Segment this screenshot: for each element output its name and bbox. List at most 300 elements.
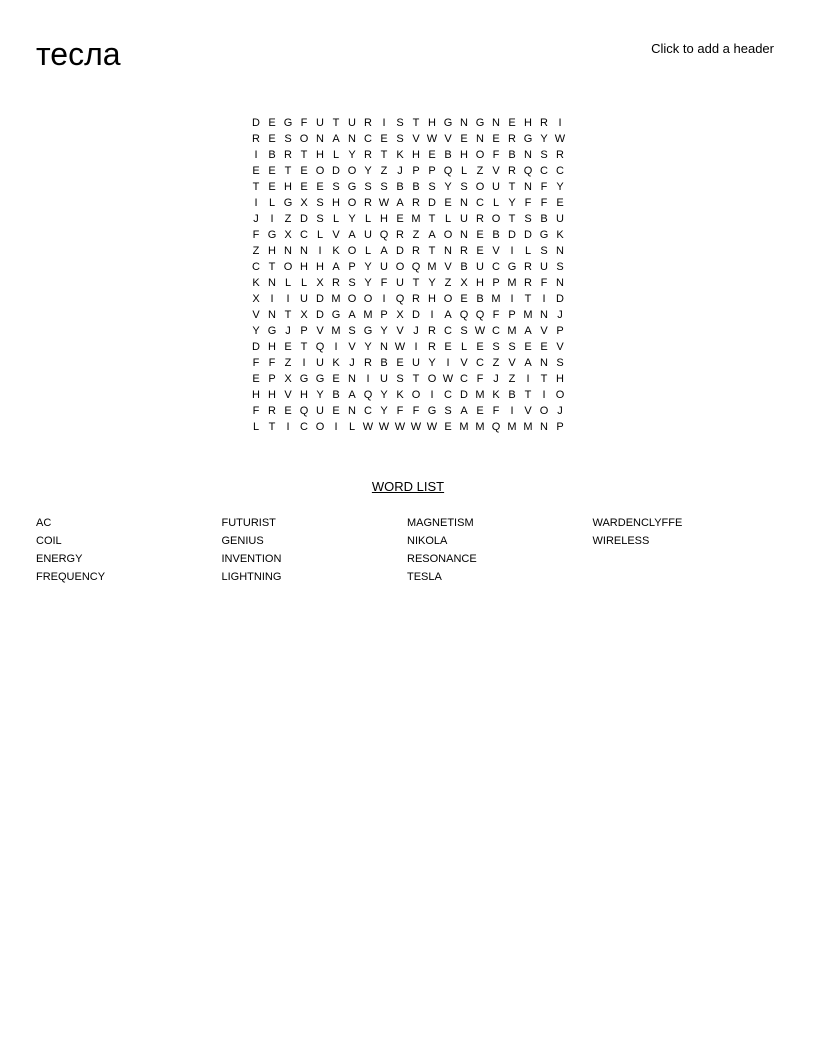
grid-letter: L xyxy=(252,421,260,433)
grid-letter: M xyxy=(363,309,373,321)
grid-letter: Q xyxy=(523,165,533,177)
grid-letter: E xyxy=(476,341,484,353)
grid-letter: N xyxy=(476,133,484,145)
word-list-item: NIKOLA xyxy=(407,535,448,547)
grid-row xyxy=(248,115,568,131)
grid-letter: I xyxy=(318,245,322,257)
grid-letter: C xyxy=(364,133,372,145)
grid-letter: P xyxy=(348,261,356,273)
grid-letter: F xyxy=(252,229,260,241)
grid-letter: E xyxy=(396,357,404,369)
grid-letter: N xyxy=(540,309,548,321)
grid-letter: R xyxy=(364,197,372,209)
grid-letter: V xyxy=(316,325,324,337)
grid-letter: I xyxy=(286,421,290,433)
grid-letter: L xyxy=(460,165,468,177)
grid-letter: E xyxy=(556,197,564,209)
grid-letter: U xyxy=(316,117,324,129)
grid-letter: Y xyxy=(348,213,356,225)
grid-letter: R xyxy=(268,405,276,417)
grid-letter: G xyxy=(539,229,549,241)
grid-letter: U xyxy=(348,117,356,129)
grid-row xyxy=(248,291,568,307)
grid-letter: E xyxy=(492,133,500,145)
grid-letter: Y xyxy=(428,277,436,289)
grid-letter: Y xyxy=(252,325,260,337)
grid-letter: R xyxy=(364,149,372,161)
grid-letter: E xyxy=(300,181,308,193)
grid-letter: H xyxy=(300,261,308,273)
grid-letter: R xyxy=(508,133,516,145)
grid-letter: M xyxy=(411,213,421,225)
grid-letter: H xyxy=(556,373,564,385)
grid-letter: I xyxy=(542,389,546,401)
grid-letter: E xyxy=(476,245,484,257)
grid-letter: B xyxy=(412,181,420,193)
grid-letter: S xyxy=(332,181,340,193)
grid-letter: T xyxy=(524,293,532,305)
grid-letter: M xyxy=(507,421,517,433)
grid-letter: Z xyxy=(380,165,388,177)
grid-letter: O xyxy=(555,389,565,401)
grid-row xyxy=(248,147,568,163)
grid-row xyxy=(248,355,568,371)
grid-letter: I xyxy=(382,117,386,129)
grid-letter: I xyxy=(334,341,338,353)
grid-letter: N xyxy=(284,245,292,257)
grid-letter: F xyxy=(300,117,308,129)
grid-letter: F xyxy=(268,357,276,369)
grid-letter: C xyxy=(300,229,308,241)
grid-letter: E xyxy=(284,341,292,353)
grid-letter: Q xyxy=(363,389,373,401)
grid-letter: X xyxy=(396,309,404,321)
grid-letter: L xyxy=(284,277,292,289)
grid-letter: G xyxy=(299,373,309,385)
grid-letter: L xyxy=(332,213,340,225)
grid-letter: P xyxy=(268,373,276,385)
grid-letter: M xyxy=(475,389,485,401)
grid-letter: R xyxy=(396,229,404,241)
grid-letter: H xyxy=(284,181,292,193)
grid-letter: C xyxy=(444,325,452,337)
grid-letter: F xyxy=(492,405,500,417)
grid-letter: V xyxy=(396,325,404,337)
grid-letter: R xyxy=(508,165,516,177)
grid-letter: L xyxy=(364,213,372,225)
grid-letter: Y xyxy=(556,181,564,193)
grid-letter: H xyxy=(332,197,340,209)
grid-letter: E xyxy=(268,181,276,193)
grid-letter: E xyxy=(460,133,468,145)
grid-letter: P xyxy=(412,165,420,177)
grid-letter: G xyxy=(347,181,357,193)
grid-letter: V xyxy=(412,133,420,145)
grid-letter: Q xyxy=(491,421,501,433)
grid-letter: D xyxy=(524,229,532,241)
grid-letter: J xyxy=(413,325,419,337)
grid-letter: Y xyxy=(508,197,516,209)
grid-letter: L xyxy=(492,197,500,209)
grid-letter: N xyxy=(492,117,500,129)
grid-letter: M xyxy=(523,421,533,433)
grid-letter: E xyxy=(476,405,484,417)
grid-letter: R xyxy=(412,197,420,209)
grid-letter: Z xyxy=(476,165,484,177)
grid-letter: V xyxy=(508,357,516,369)
grid-letter: L xyxy=(460,341,468,353)
grid-letter: N xyxy=(300,245,308,257)
grid-letter: R xyxy=(364,357,372,369)
grid-letter: I xyxy=(254,149,258,161)
grid-letter: K xyxy=(332,357,340,369)
grid-letter: N xyxy=(460,117,468,129)
grid-letter: W xyxy=(474,325,486,337)
grid-letter: T xyxy=(428,213,436,225)
grid-letter: G xyxy=(475,117,485,129)
grid-letter: E xyxy=(428,149,436,161)
grid-letter: K xyxy=(396,389,404,401)
grid-letter: O xyxy=(395,261,405,273)
grid-letter: F xyxy=(380,277,388,289)
grid-letter: O xyxy=(347,165,357,177)
grid-row xyxy=(248,323,568,339)
grid-letter: N xyxy=(524,149,532,161)
grid-letter: S xyxy=(460,325,468,337)
grid-letter: S xyxy=(316,213,324,225)
grid-letter: J xyxy=(557,309,563,321)
grid-letter: F xyxy=(412,405,420,417)
grid-letter: S xyxy=(396,117,404,129)
grid-letter: Y xyxy=(316,389,324,401)
grid-letter: O xyxy=(315,421,325,433)
grid-letter: C xyxy=(252,261,260,273)
grid-letter: B xyxy=(508,149,516,161)
grid-row xyxy=(248,179,568,195)
grid-letter: Y xyxy=(380,325,388,337)
grid-letter: H xyxy=(268,245,276,257)
grid-letter: U xyxy=(364,229,372,241)
grid-letter: C xyxy=(460,373,468,385)
grid-letter: I xyxy=(526,373,530,385)
grid-letter: T xyxy=(300,341,308,353)
grid-letter: V xyxy=(284,389,292,401)
grid-letter: Y xyxy=(364,277,372,289)
grid-letter: R xyxy=(412,293,420,305)
grid-letter: O xyxy=(315,165,325,177)
grid-letter: U xyxy=(396,277,404,289)
grid-letter: S xyxy=(316,197,324,209)
grid-letter: E xyxy=(268,133,276,145)
grid-letter: I xyxy=(446,357,450,369)
grid-letter: O xyxy=(299,133,309,145)
grid-letter: U xyxy=(380,373,388,385)
grid-letter: F xyxy=(492,149,500,161)
grid-letter: J xyxy=(349,357,355,369)
grid-letter: G xyxy=(315,373,325,385)
grid-row xyxy=(248,371,568,387)
grid-letter: F xyxy=(540,277,548,289)
grid-letter: U xyxy=(316,357,324,369)
grid-letter: H xyxy=(524,117,532,129)
grid-letter: N xyxy=(556,245,564,257)
grid-letter: E xyxy=(268,165,276,177)
grid-letter: D xyxy=(460,389,468,401)
grid-letter: I xyxy=(542,293,546,305)
grid-letter: T xyxy=(508,213,516,225)
add-header-placeholder[interactable]: Click to add a header xyxy=(651,41,774,56)
word-list-column xyxy=(407,514,593,586)
grid-row xyxy=(248,339,568,355)
word-list-column xyxy=(593,514,779,586)
grid-letter: T xyxy=(284,165,292,177)
word-list-item: RESONANCE xyxy=(407,553,477,565)
grid-letter: P xyxy=(508,309,516,321)
grid-letter: T xyxy=(380,149,388,161)
grid-letter: S xyxy=(556,261,564,273)
grid-letter: Q xyxy=(395,293,405,305)
grid-letter: H xyxy=(412,149,420,161)
grid-letter: Z xyxy=(252,245,260,257)
grid-letter: F xyxy=(396,405,404,417)
word-list-item: TESLA xyxy=(407,571,442,583)
grid-letter: N xyxy=(444,245,452,257)
grid-letter: D xyxy=(252,341,260,353)
grid-letter: C xyxy=(540,165,548,177)
grid-letter: S xyxy=(396,133,404,145)
grid-letter: N xyxy=(268,309,276,321)
grid-letter: X xyxy=(252,293,260,305)
grid-letter: X xyxy=(300,309,308,321)
grid-letter: O xyxy=(411,389,421,401)
word-list-item: AC xyxy=(36,517,52,529)
grid-letter: S xyxy=(348,325,356,337)
grid-letter: E xyxy=(460,293,468,305)
grid-letter: L xyxy=(332,149,340,161)
grid-letter: I xyxy=(382,293,386,305)
grid-letter: R xyxy=(556,149,564,161)
word-list-item: FREQUENCY xyxy=(36,571,106,583)
grid-letter: V xyxy=(252,309,260,321)
grid-letter: M xyxy=(427,261,437,273)
grid-letter: N xyxy=(524,181,532,193)
grid-letter: O xyxy=(475,181,485,193)
grid-letter: E xyxy=(252,373,260,385)
grid-letter: U xyxy=(460,213,468,225)
grid-letter: P xyxy=(556,325,564,337)
grid-letter: C xyxy=(476,197,484,209)
grid-letter: V xyxy=(444,133,452,145)
grid-letter: O xyxy=(443,229,453,241)
grid-letter: E xyxy=(380,133,388,145)
word-list-item: WIRELESS xyxy=(592,535,650,547)
grid-letter: C xyxy=(492,261,500,273)
grid-letter: K xyxy=(492,389,500,401)
grid-letter: O xyxy=(363,293,373,305)
grid-letter: X xyxy=(284,229,292,241)
grid-letter: F xyxy=(476,373,484,385)
grid-letter: J xyxy=(253,213,259,225)
grid-letter: T xyxy=(268,421,276,433)
grid-letter: G xyxy=(443,117,453,129)
grid-letter: W xyxy=(394,421,406,433)
grid-letter: F xyxy=(540,197,548,209)
grid-letter: M xyxy=(475,421,485,433)
grid-letter: S xyxy=(444,405,452,417)
grid-letter: Y xyxy=(540,133,548,145)
grid-letter: L xyxy=(300,277,308,289)
grid-letter: S xyxy=(380,181,388,193)
grid-letter: E xyxy=(268,117,276,129)
grid-letter: N xyxy=(460,197,468,209)
grid-letter: Q xyxy=(475,309,485,321)
grid-letter: X xyxy=(316,277,324,289)
grid-letter: R xyxy=(252,133,260,145)
grid-row xyxy=(248,307,568,323)
grid-letter: Q xyxy=(443,165,453,177)
grid-letter: V xyxy=(492,165,500,177)
grid-letter: U xyxy=(540,261,548,273)
grid-letter: D xyxy=(316,293,324,305)
grid-letter: H xyxy=(316,149,324,161)
word-list-item: COIL xyxy=(36,535,62,547)
grid-letter: Q xyxy=(379,229,389,241)
grid-letter: N xyxy=(268,277,276,289)
grid-letter: E xyxy=(524,341,532,353)
grid-letter: A xyxy=(396,197,404,209)
grid-letter: R xyxy=(460,245,468,257)
grid-letter: I xyxy=(286,293,290,305)
grid-letter: R xyxy=(332,277,340,289)
grid-letter: H xyxy=(428,293,436,305)
grid-letter: L xyxy=(316,229,324,241)
grid-letter: A xyxy=(524,325,532,337)
grid-letter: T xyxy=(300,149,308,161)
puzzle-title: тесла xyxy=(36,36,121,72)
grid-row xyxy=(248,131,568,147)
grid-letter: H xyxy=(460,149,468,161)
grid-row xyxy=(248,243,568,259)
grid-letter: S xyxy=(396,373,404,385)
grid-letter: W xyxy=(362,421,374,433)
grid-letter: T xyxy=(524,389,532,401)
grid-letter: R xyxy=(412,245,420,257)
grid-letter: F xyxy=(540,181,548,193)
grid-letter: T xyxy=(412,117,420,129)
grid-letter: E xyxy=(300,165,308,177)
grid-letter: N xyxy=(460,229,468,241)
grid-letter: A xyxy=(380,245,388,257)
grid-letter: D xyxy=(412,309,420,321)
grid-letter: D xyxy=(428,197,436,209)
grid-letter: R xyxy=(284,149,292,161)
word-list-title: WORD LIST xyxy=(371,479,445,494)
grid-letter: Z xyxy=(508,373,516,385)
grid-letter: I xyxy=(430,309,434,321)
grid-letter: N xyxy=(316,133,324,145)
grid-letter: B xyxy=(540,213,548,225)
grid-letter: I xyxy=(558,117,562,129)
grid-letter: D xyxy=(396,245,404,257)
grid-letter: K xyxy=(332,245,340,257)
grid-row xyxy=(248,275,568,291)
grid-letter: U xyxy=(492,181,500,193)
grid-letter: O xyxy=(347,197,357,209)
grid-letter: V xyxy=(444,261,452,273)
grid-row xyxy=(248,227,568,243)
grid-letter: E xyxy=(508,117,516,129)
grid-letter: G xyxy=(331,309,341,321)
grid-letter: X xyxy=(460,277,468,289)
grid-letter: I xyxy=(510,293,514,305)
grid-letter: D xyxy=(332,165,340,177)
grid-letter: T xyxy=(332,117,340,129)
grid-letter: M xyxy=(491,293,501,305)
grid-letter: S xyxy=(524,213,532,225)
grid-letter: B xyxy=(476,293,484,305)
grid-letter: I xyxy=(270,293,274,305)
grid-letter: H xyxy=(300,389,308,401)
grid-letter: H xyxy=(268,389,276,401)
grid-letter: S xyxy=(556,357,564,369)
grid-letter: R xyxy=(428,325,436,337)
grid-letter: A xyxy=(348,309,356,321)
grid-letter: D xyxy=(316,309,324,321)
grid-letter: L xyxy=(348,421,356,433)
word-list xyxy=(36,514,780,586)
grid-letter: W xyxy=(378,197,390,209)
grid-letter: F xyxy=(252,357,260,369)
grid-letter: I xyxy=(414,341,418,353)
grid-letter: E xyxy=(252,165,260,177)
grid-letter: Q xyxy=(315,341,325,353)
grid-letter: S xyxy=(348,277,356,289)
grid-letter: Z xyxy=(412,229,420,241)
grid-letter: A xyxy=(460,405,468,417)
grid-letter: E xyxy=(316,181,324,193)
word-list-item: WARDENCLYFFE xyxy=(592,517,683,529)
grid-letter: B xyxy=(492,229,500,241)
grid-letter: L xyxy=(268,197,276,209)
grid-letter: M xyxy=(459,421,469,433)
grid-letter: Q xyxy=(299,405,309,417)
grid-letter: W xyxy=(394,341,406,353)
grid-letter: P xyxy=(428,165,436,177)
grid-letter: Y xyxy=(380,389,388,401)
grid-letter: H xyxy=(428,117,436,129)
grid-letter: K xyxy=(396,149,404,161)
grid-letter: N xyxy=(540,421,548,433)
grid-letter: B xyxy=(380,357,388,369)
grid-letter: N xyxy=(540,357,548,369)
word-list-item: LIGHTNING xyxy=(221,571,282,583)
word-list-item: MAGNETISM xyxy=(407,517,474,529)
word-search-grid xyxy=(248,115,568,435)
grid-letter: P xyxy=(492,277,500,289)
grid-letter: S xyxy=(540,149,548,161)
grid-letter: S xyxy=(284,133,292,145)
grid-letter: M xyxy=(523,309,533,321)
grid-letter: F xyxy=(492,309,500,321)
grid-letter: R xyxy=(476,213,484,225)
grid-letter: E xyxy=(396,213,404,225)
grid-letter: J xyxy=(397,165,403,177)
grid-letter: K xyxy=(556,229,564,241)
grid-letter: O xyxy=(475,149,485,161)
grid-letter: G xyxy=(267,229,277,241)
grid-letter: Y xyxy=(428,357,436,369)
grid-letter: W xyxy=(426,133,438,145)
